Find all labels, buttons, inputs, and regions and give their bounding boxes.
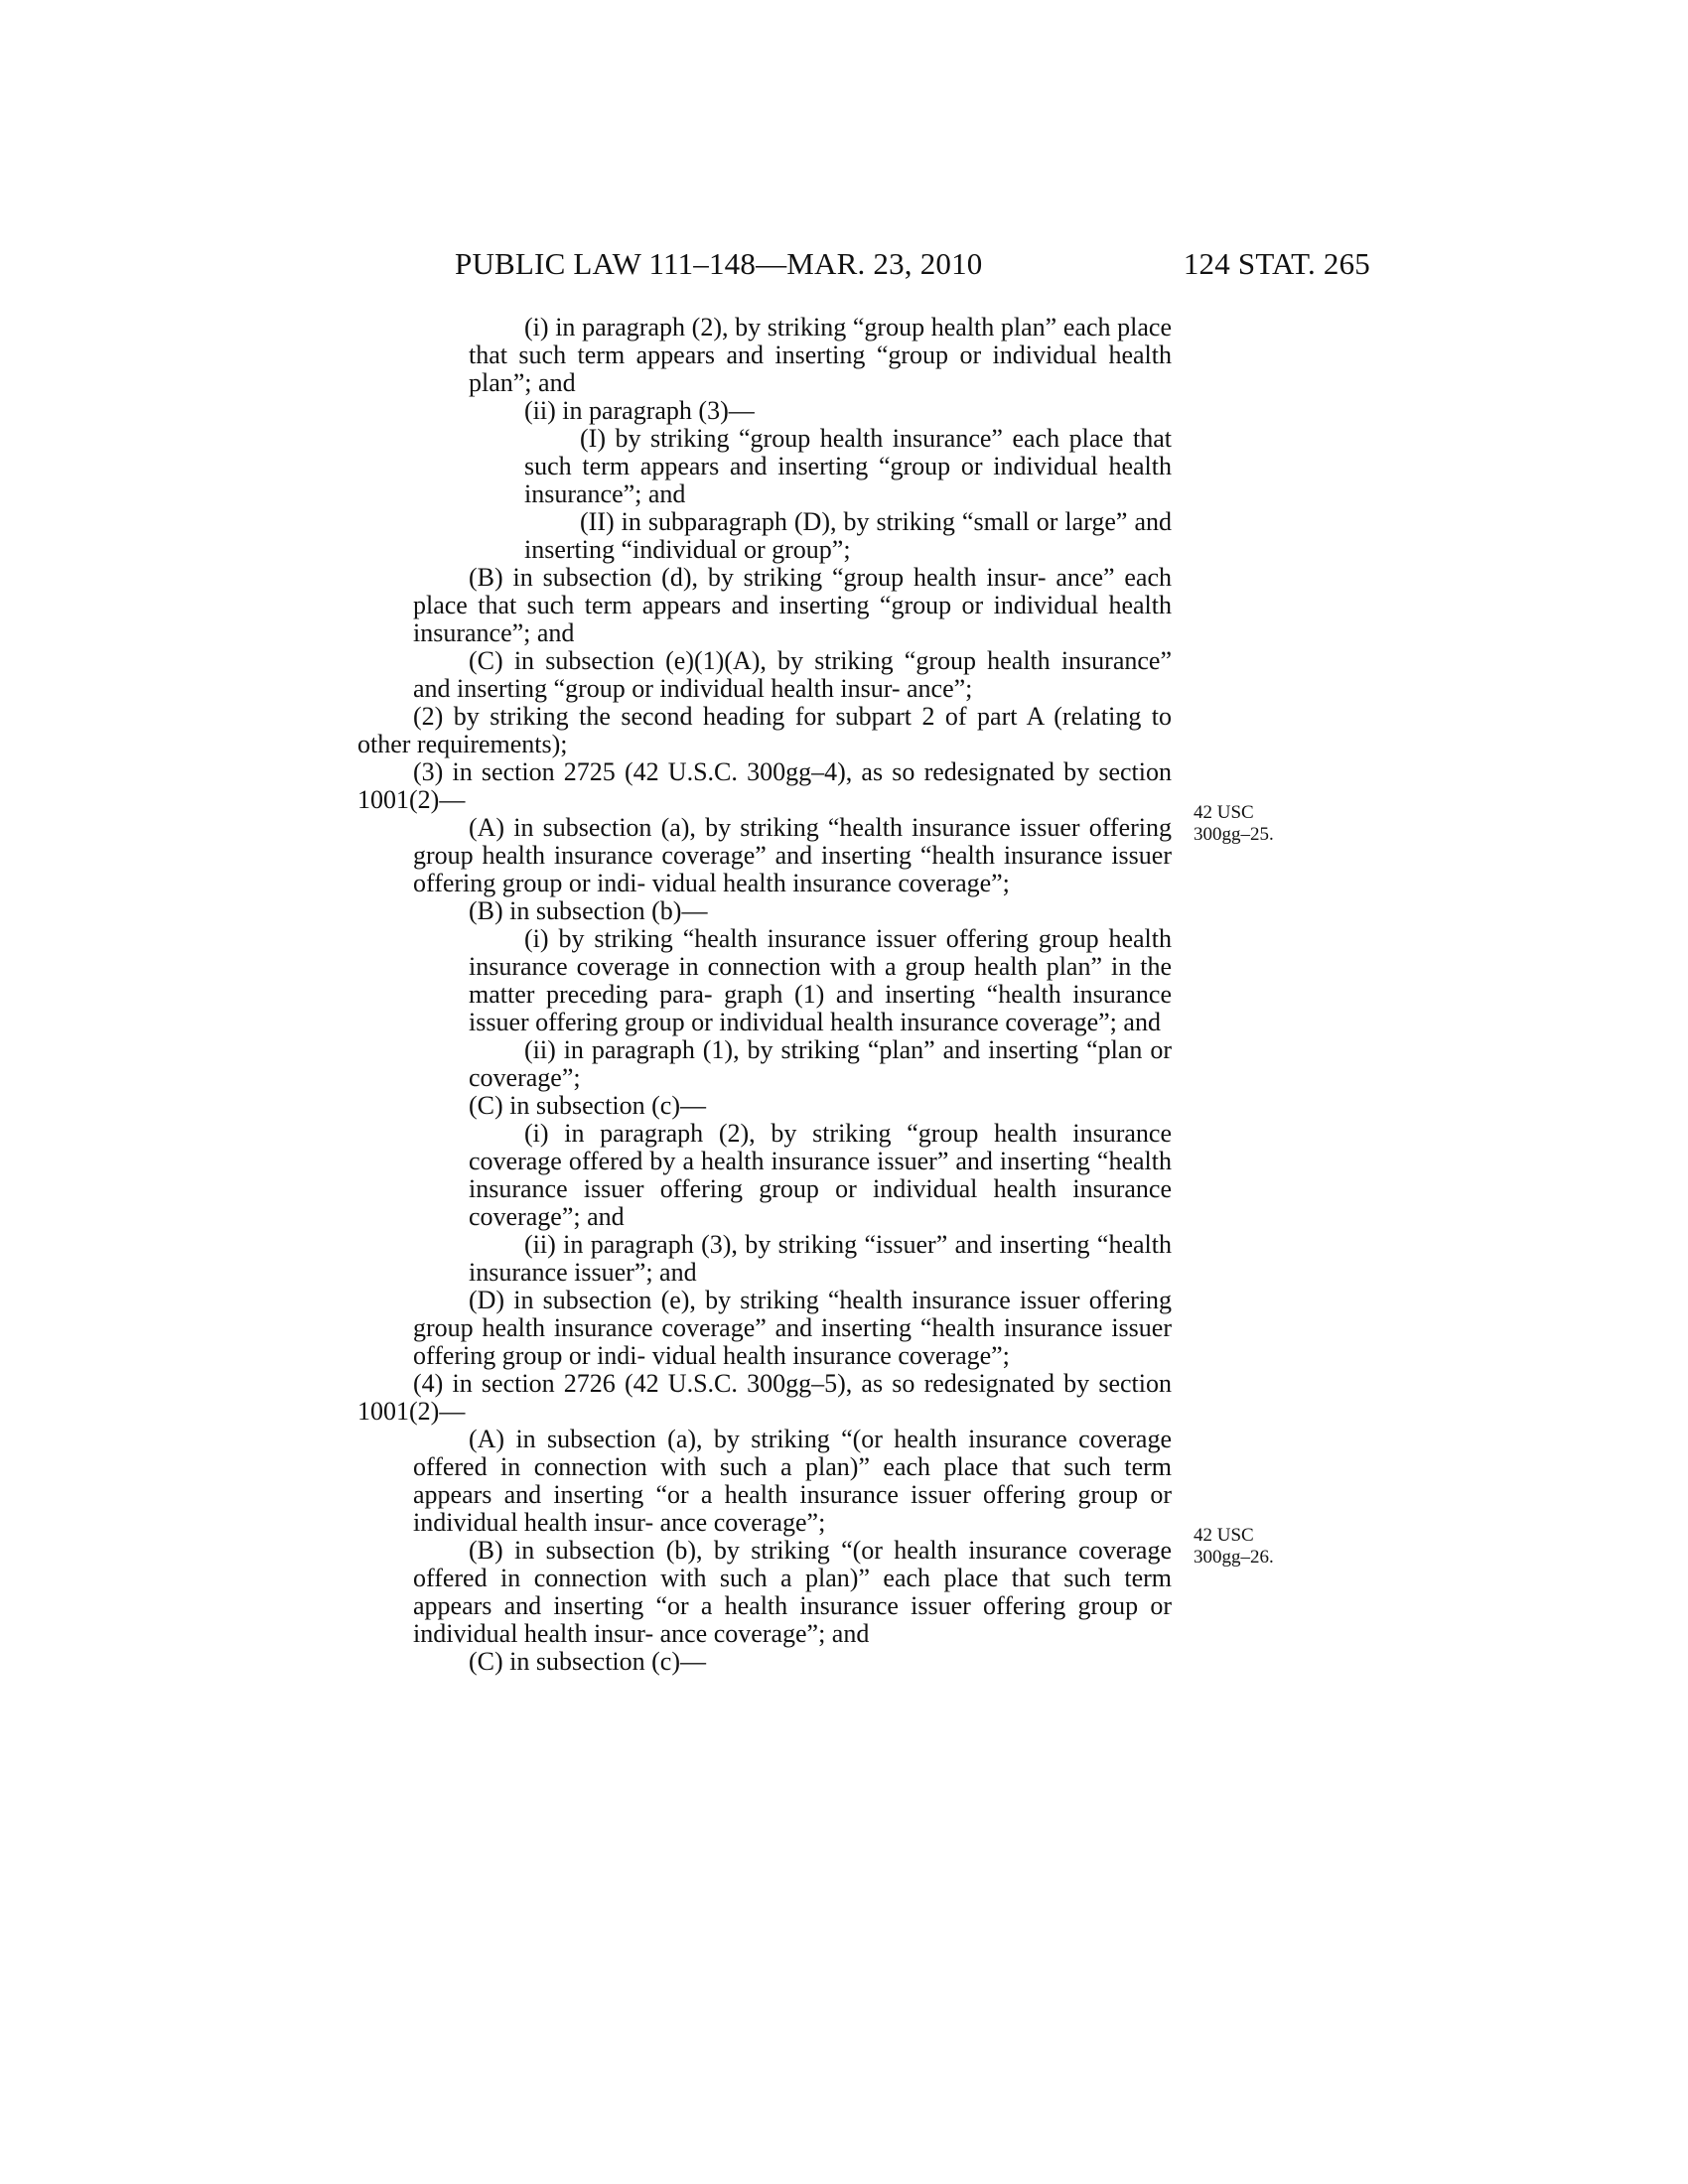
paragraph: (C) in subsection (c)— [469,1091,707,1120]
paragraph: (4) in section 2726 (42 U.S.C. 300gg–5), as so redesignated by section 1001(2)— [357,1369,1172,1426]
running-header-left: PUBLIC LAW 111–148—MAR. 23, 2010 [455,246,983,281]
paragraph: (C) in subsection (e)(1)(A), by striking “group health insurance” and inserting “group or individual health insur- ance”; [413,646,1172,703]
paragraph: (A) in subsection (a), by striking “health insurance issuer offering group health insurance coverage” and inserting “health insurance issuer offering group or indi- vidual health insurance coverage”; [413,813,1172,897]
margin-citation-line: 42 USC [1194,1525,1254,1546]
paragraph: (ii) in paragraph (3)— [524,396,755,425]
paragraph: (B) in subsection (b), by striking “(or health insurance coverage offered in connection with such a plan)” each place that such term appears and inserting “or a health insurance issuer offering group or individual health insur- ance coverage”; and [413,1536,1172,1648]
document-body [357,314,1172,1676]
margin-citation-line: 300gg–25. [1194,824,1274,845]
paragraph: (II) in subparagraph (D), by striking “small or large” and inserting “individual or group”; [524,507,1172,564]
paragraph: (C) in subsection (c)— [469,1647,707,1676]
paragraph: (I) by striking “group health insurance” each place that such term appears and inserting “group or individual health insurance”; and [524,424,1172,508]
paragraph: (D) in subsection (e), by striking “health insurance issuer offering group health insurance coverage” and inserting “health insurance issuer offering group or indi- vidual health insurance coverage”; [413,1286,1172,1370]
paragraph: (2) by striking the second heading for subpart 2 of part A (relating to other requirements); [357,702,1172,758]
running-header-right: 124 STAT. 265 [1183,246,1370,281]
margin-citation-line: 42 USC [1194,802,1254,823]
margin-citation [1194,1525,1274,1569]
margin-citation [1194,802,1274,846]
paragraph: (B) in subsection (d), by striking “group health insur- ance” each place that such term appears and inserting “group or individual health insurance”; and [413,563,1172,647]
paragraph: (i) in paragraph (2), by striking “group health plan” each place that such term appears and inserting “group or individual health plan”; and [469,313,1172,397]
margin-citation-line: 300gg–26. [1194,1547,1274,1568]
paragraph: (i) in paragraph (2), by striking “group health insurance coverage offered by a health insurance issuer” and inserting “health insurance issuer offering group or individual health insurance coverage”; and [469,1119,1172,1231]
paragraph: (ii) in paragraph (1), by striking “plan” and inserting “plan or coverage”; [469,1035,1172,1092]
paragraph: (ii) in paragraph (3), by striking “issuer” and inserting “health insurance issuer”; and [469,1230,1172,1287]
paragraph: (i) by striking “health insurance issuer offering group health insurance coverage in connection with a group health plan” in the matter preceding para- graph (1) and inserting “health insurance issuer offering group or individual health insurance coverage”; and [469,924,1172,1036]
paragraph: (A) in subsection (a), by striking “(or health insurance coverage offered in connection with such a plan)” each place that such term appears and inserting “or a health insurance issuer offering group or individual health insur- ance coverage”; [413,1425,1172,1537]
paragraph: (3) in section 2725 (42 U.S.C. 300gg–4), as so redesignated by section 1001(2)— [357,757,1172,814]
paragraph: (B) in subsection (b)— [469,896,708,925]
